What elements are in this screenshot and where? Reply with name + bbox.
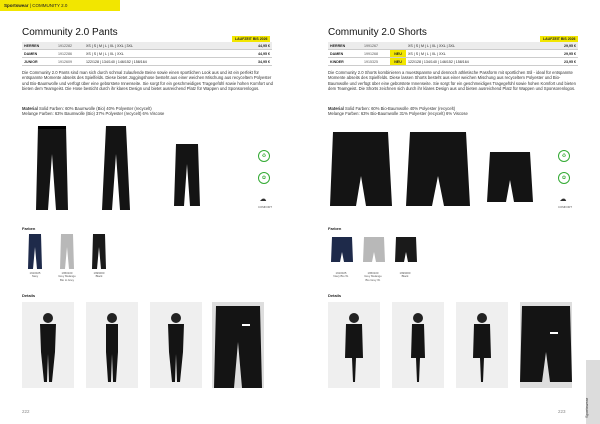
model-figure	[456, 302, 508, 388]
material-label: Material	[328, 106, 344, 111]
details-label: Details	[22, 293, 36, 298]
material-solid: Solid Farben: 60% Baumwolle (Bio) 40% Polyester (recycelt)	[39, 106, 152, 111]
material-label: Material	[22, 106, 38, 111]
runtime-badge: LAUFZEIT BIS 2026	[540, 36, 578, 42]
swatch-navy	[28, 234, 42, 269]
row-label: HERREN	[328, 42, 362, 50]
sizes: XS | S | M | L | XL | XXL | 3XL	[84, 42, 235, 50]
detail-photo-closeup	[520, 302, 572, 388]
page-number: 223	[558, 409, 566, 414]
product-images	[30, 124, 250, 214]
recycled-icon: ♻	[258, 150, 270, 162]
table-row	[328, 42, 578, 50]
article-code: 1915325	[362, 58, 390, 66]
model-figure	[22, 302, 74, 388]
detail-photo	[22, 302, 74, 388]
size-price-table	[328, 42, 578, 66]
pants-junior-image	[174, 144, 200, 206]
closeup-figure	[212, 302, 264, 388]
row-label: DAMEN	[328, 50, 362, 58]
material-solid: Solid Farben: 60% Bio-Baumwolle 40% Polyester (recycelt)	[345, 106, 456, 111]
article-code: 1912286	[56, 50, 84, 58]
side-tab-label: Sportswear	[584, 397, 589, 418]
shorts-side-image	[406, 132, 470, 206]
swatch-images	[330, 236, 420, 264]
detail-photo	[86, 302, 138, 388]
right-page	[300, 0, 600, 424]
new-badge: NEU	[390, 58, 406, 66]
sizes: XS | S | M | L | XL | XXL	[406, 50, 544, 58]
article-code: 1991267	[362, 42, 390, 50]
colors-label: Farben	[328, 226, 342, 231]
detail-photo	[456, 302, 508, 388]
sizes: XS | S | M | L | XL | XXL	[84, 50, 235, 58]
price: 29,95 €	[544, 42, 578, 50]
price: 29,95 €	[544, 50, 578, 58]
new-badge	[390, 42, 406, 50]
table-row	[22, 58, 272, 66]
swatch-navy	[331, 237, 353, 262]
table-row	[328, 58, 578, 66]
shorts-front-image	[330, 132, 392, 206]
page-number: 222	[22, 409, 30, 414]
price: 34,95 €	[235, 58, 272, 66]
feature-icons	[558, 150, 572, 215]
weather-icon: ☁	[259, 196, 267, 203]
weather-icon-label: COMFORT	[258, 205, 273, 209]
details-label: Details	[328, 293, 342, 298]
article-code: 1912282	[56, 42, 84, 50]
material-info	[22, 106, 274, 117]
shorts-junior-image	[487, 152, 533, 202]
model-figure	[328, 302, 380, 388]
material-melange: Melange Farben: 63% Bio-Baumwolle 31% Polyester (recycelt) 6% Viscose	[328, 111, 468, 117]
swatch-label: 1950100 Grey Melange Bio Grey W.	[364, 271, 382, 282]
swatch-images	[26, 233, 116, 271]
sizes: 122/128 | 134/140 | 146/152 | 158/164	[406, 58, 544, 66]
size-price-table	[22, 42, 272, 66]
price: 44,95 €	[235, 42, 272, 50]
product-images	[330, 130, 560, 210]
row-label: HERREN	[22, 42, 56, 50]
product-description: Die Community 2.0 Shorts kombinieren a muestspannte und dennoch athletische Passform mit sportlichen Stil - ideal für entspannte Momente abseits des Spielfelds. Diese lassen Shorts besteht aus einer weichen Mischung aus recyceltem Polyester und Bio-Baumwolle und verfügt über eine gebürstete Innenseite. Sie sorgt für ein geschmeidiges Tragegefühl sowie hohen Komfort und bieten dem Teamgeist. Die Shorts zeichnen sich durch ihr klares Design aus und bieten ausreichend Platz für Wappen und Sponsorenlogos.	[328, 70, 576, 91]
row-label: KINDER	[328, 58, 362, 66]
swatch-label: 1910025 Navy	[29, 271, 41, 279]
material-info	[328, 106, 580, 117]
pants-front-image	[36, 126, 68, 210]
swatch-label: 1910025 Navy Bio W.	[333, 271, 349, 279]
recycled-icon: ♻	[558, 150, 570, 162]
row-label: JUNIOR	[22, 58, 56, 66]
detail-photo	[150, 302, 202, 388]
pants-side-image	[102, 126, 130, 210]
page-title: Community 2.0 Pants	[22, 27, 118, 38]
article-code: 1991268	[362, 50, 390, 58]
side-tab[interactable]	[586, 360, 600, 424]
page-title: Community 2.0 Shorts	[328, 27, 427, 38]
swatch-label: 1999000 Black	[399, 271, 411, 279]
swatch-label: 1950100 Grey Melange Bio Lt.Grey	[58, 271, 76, 282]
table-row	[22, 42, 272, 50]
model-figure	[86, 302, 138, 388]
sizes: XS | S | M | L | XL | XXL | 3XL	[406, 42, 544, 50]
feature-icons	[258, 150, 272, 215]
material-melange: Melange Farben: 63% Baumwolle (Bio) 37% Polyester (recycelt) 6% Viscose	[22, 111, 165, 117]
sizes: 122/128 | 134/140 | 146/152 | 158/164	[84, 58, 235, 66]
price: 23,95 €	[544, 58, 578, 66]
row-label: DAMEN	[22, 50, 56, 58]
weather-icon: ☁	[559, 196, 567, 203]
section-name: Sportswear	[4, 3, 29, 8]
model-figure	[150, 302, 202, 388]
organic-icon: ✿	[258, 172, 270, 184]
closeup-figure	[520, 302, 572, 388]
colors-label: Farben	[22, 226, 36, 231]
organic-icon: ✿	[558, 172, 570, 184]
weather-icon-label: COMFORT	[558, 205, 573, 209]
swatch-black	[92, 234, 106, 269]
detail-photo-closeup	[212, 302, 264, 388]
product-description: Die Community 2.0 Pants sind man sich durch schmal zulaufende Beine sowie einen sportlichen Look aus und ist ein perfekt für entspannte Momente abseits des Spielfelds. Diese bietet Joggingshose besteht aus einer weichen Mischung aus recyceltem Polyester und Bio-Baumwolle und verfügt über eine gebürstete Innenseite. Sie sorgt für ein geschmeidiges Tragegefühl sowie hohen Komfort und bieten dem Teamgeist. Die Hose besticht durch ihr klares Design und bietet ausreichend Platz für Wappen und Sponsorenlogos.	[22, 70, 273, 91]
table-row	[22, 50, 272, 58]
table-row	[328, 50, 578, 58]
article-code: 1912609	[56, 58, 84, 66]
swatch-label: 1999000 Black	[93, 271, 105, 279]
new-badge: NEU	[390, 50, 406, 58]
price: 44,95 €	[235, 50, 272, 58]
swatch-grey	[363, 237, 385, 262]
subsection-name: | COMMUNITY 2.0	[29, 3, 68, 8]
swatch-black	[395, 237, 417, 262]
detail-photo	[392, 302, 444, 388]
swatch-grey	[60, 234, 74, 269]
runtime-badge: LAUFZEIT BIS 2026	[232, 36, 270, 42]
model-figure	[392, 302, 444, 388]
detail-photo	[328, 302, 380, 388]
